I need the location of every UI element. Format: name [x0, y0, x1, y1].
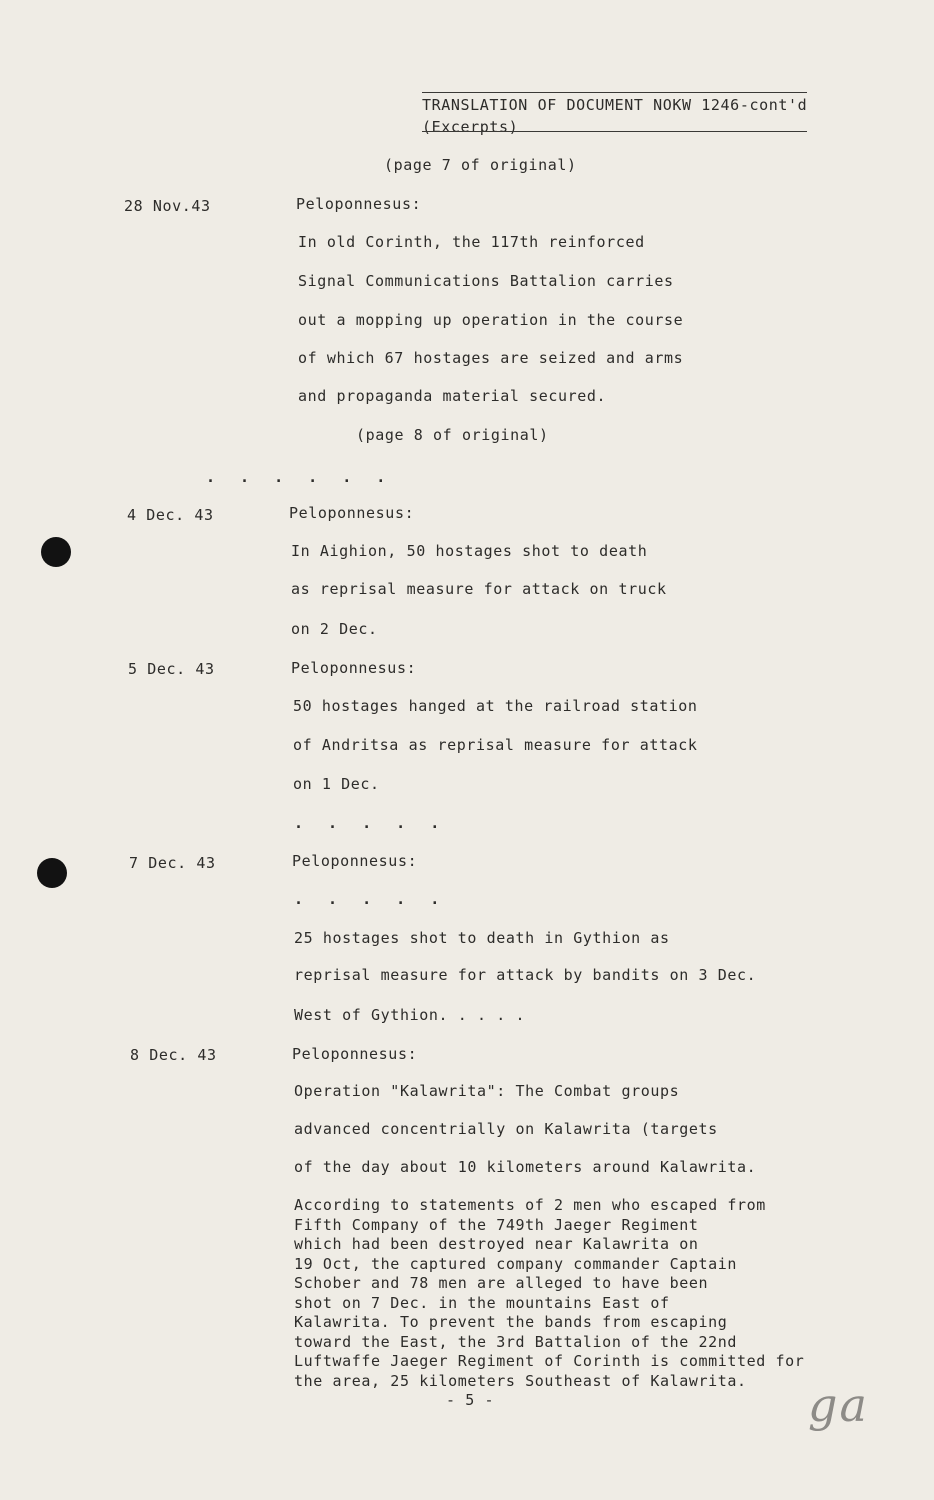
entry-region: Peloponnesus: — [296, 195, 422, 213]
entry-line: West of Gythion. . . . . — [294, 1006, 526, 1024]
page-reference-8: (page 8 of original) — [356, 426, 549, 444]
entry-line: as reprisal measure for attack on truck — [291, 580, 667, 598]
entry-line: advanced concentrially on Kalawrita (targets — [294, 1120, 718, 1138]
header-rule-bottom — [422, 131, 807, 132]
entry-line: of the day about 10 kilometers around Kalawrita. — [294, 1158, 757, 1176]
entry-paragraph: According to statements of 2 men who escaped from Fifth Company of the 749th Jaeger Regiment which had been destroyed near Kalawrita on 19 Oct, the captured company commander Captain Schober and 78 men are alleged to have been shot on 7 Dec. in the mountains East of Kalawrita. To prevent the bands from escaping toward the East, the 3rd Battalion of the 22nd Luftwaffe Jaeger Regiment of Corinth is committed for the area, 25 kilometers Southeast of Kalawrita. — [294, 1196, 805, 1390]
ellipsis-separator: . . . . . — [294, 814, 448, 832]
entry-line: In Aighion, 50 hostages shot to death — [291, 542, 648, 560]
ellipsis-separator: . . . . . . — [206, 468, 394, 486]
entry-line: of which 67 hostages are seized and arms — [298, 349, 684, 367]
entry-line: and propaganda material secured. — [298, 387, 607, 405]
page-number: - 5 - — [446, 1391, 495, 1409]
punch-hole — [37, 858, 67, 888]
entry-line: on 1 Dec. — [293, 775, 380, 793]
page-reference-7: (page 7 of original) — [384, 156, 577, 174]
entry-date: 7 Dec. 43 — [129, 854, 216, 872]
document-title: TRANSLATION OF DOCUMENT NOKW 1246-cont'd — [422, 96, 808, 114]
entry-line: Operation "Kalawrita": The Combat groups — [294, 1082, 680, 1100]
entry-date: 8 Dec. 43 — [130, 1046, 217, 1064]
entry-line: reprisal measure for attack by bandits on 3 Dec. — [294, 966, 757, 984]
entry-line: 25 hostages shot to death in Gythion as — [294, 929, 670, 947]
document-subtitle: (Excerpts) — [422, 118, 519, 136]
entry-date: 4 Dec. 43 — [127, 506, 214, 524]
entry-line: on 2 Dec. — [291, 620, 378, 638]
entry-region: Peloponnesus: — [292, 852, 418, 870]
entry-region: Peloponnesus: — [291, 659, 417, 677]
entry-line: In old Corinth, the 117th reinforced — [298, 233, 645, 251]
punch-hole — [41, 537, 71, 567]
entry-line: 50 hostages hanged at the railroad station — [293, 697, 698, 715]
entry-line: out a mopping up operation in the course — [298, 311, 684, 329]
ellipsis-separator: . . . . . — [294, 890, 448, 908]
entry-date: 5 Dec. 43 — [128, 660, 215, 678]
entry-date: 28 Nov.43 — [124, 197, 211, 215]
entry-region: Peloponnesus: — [292, 1045, 418, 1063]
handwritten-initials: ga — [808, 1378, 869, 1432]
entry-line: Signal Communications Battalion carries — [298, 272, 674, 290]
entry-line: of Andritsa as reprisal measure for attack — [293, 736, 698, 754]
entry-region: Peloponnesus: — [289, 504, 415, 522]
header-rule-top — [422, 92, 807, 93]
